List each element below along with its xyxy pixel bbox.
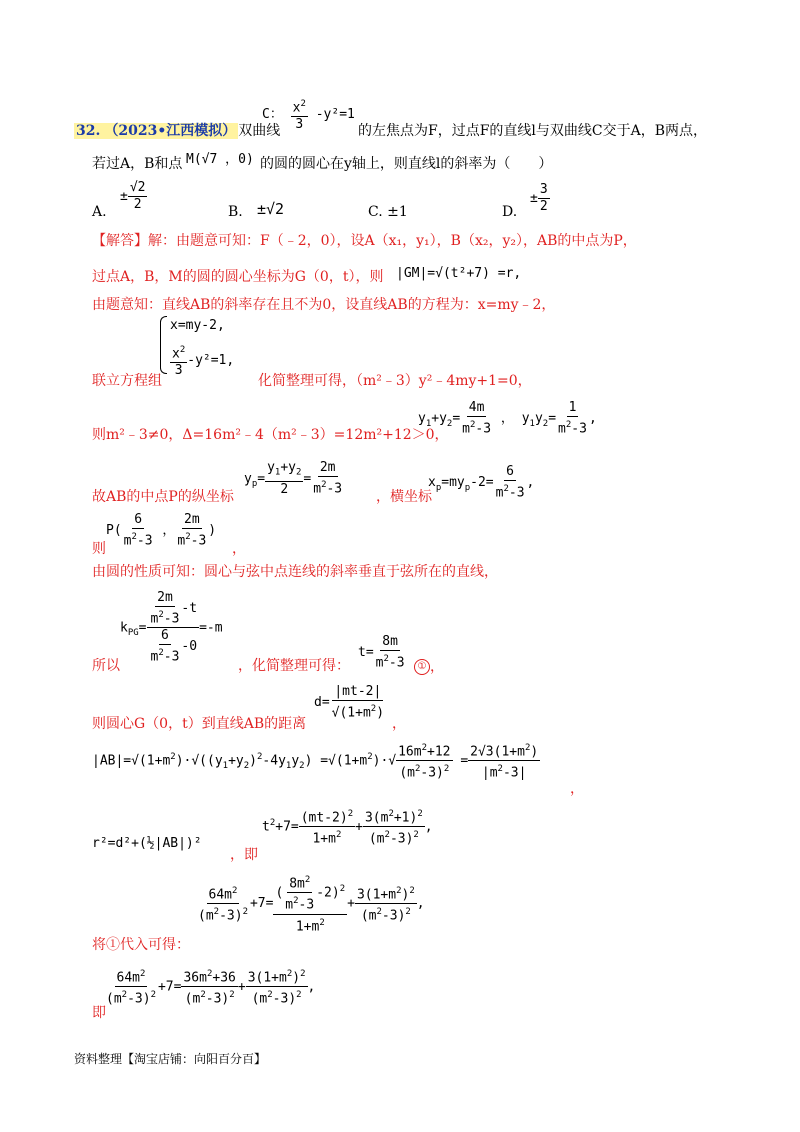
system-eq-1: x=my-2, bbox=[170, 318, 225, 333]
solution-line-8: 由圆的性质可知：圆心与弦中点连线的斜率垂直于弦所在的直线， bbox=[92, 564, 498, 580]
solution-line-14: 即 bbox=[92, 1005, 106, 1021]
solution-line-6: 故AB的中点P的纵坐标 bbox=[92, 489, 234, 505]
solution-line-10-comma: ， bbox=[392, 716, 406, 732]
solution-line-6b: ，横坐标 bbox=[376, 489, 432, 505]
option-d[interactable] bbox=[502, 203, 517, 221]
question-text-a: 双曲线 bbox=[238, 123, 281, 139]
option-d-value: ± $\frac{3}{2}$ bbox=[530, 182, 548, 214]
option-a-value: ± $\frac{√2}{2}$ bbox=[120, 180, 146, 212]
t-value: t= $\frac{8m}{m^2-3}$ bbox=[358, 634, 405, 671]
question-line-1 bbox=[74, 122, 280, 140]
curve-prefix: C： bbox=[262, 107, 283, 123]
final-eq: $\frac{64m^2}{(m^2-3)^2}$ +7= $\frac{36m^2+36}{(m^2-3)^2}$ + $\frac{3(1+m^2)^2}{(m^2-3)^2}$ , bbox=[104, 966, 315, 1008]
solution-line-10: 则圆心G（0，t）到直线AB的距离 bbox=[92, 716, 307, 732]
vieta-sum: $y_1+y_2=$ $\frac{4m}{m^2-3}$ ， $y_1y_2=$ $\frac{1}{m^2-3}$ , bbox=[418, 400, 597, 437]
question-number: 32. bbox=[76, 123, 101, 139]
page-footer: 资料整理【淘宝店铺：向阳百分百】 bbox=[74, 1052, 267, 1066]
solution-line-12b: ，即 bbox=[230, 847, 258, 863]
option-a-label: A. bbox=[92, 204, 107, 220]
point-m: M(√7 ，0) bbox=[186, 152, 254, 167]
option-b-value: ±√2 bbox=[257, 200, 285, 218]
solution-line-3: 由题意知：直线AB的斜率存在且不为0，设直线AB的方程为：x=my﹣2， bbox=[92, 297, 556, 313]
solution-line-13: 将①代入可得： bbox=[92, 937, 190, 953]
curve-fraction: $\frac{x^2}{3}$ bbox=[291, 96, 308, 133]
option-c[interactable] bbox=[368, 203, 408, 221]
system-eq-2: $\frac{x^2}{3}$ -y²=1, bbox=[170, 342, 234, 379]
solution-line-2-eq: |GM|=√(t²+7) =r, bbox=[396, 266, 522, 281]
option-c-label: C. bbox=[368, 204, 383, 220]
slope-pg: $k_{PG}=$ $\frac{2m}{m^2-3}$ -t $\frac{6}{m^2-3}$ -0 =-m bbox=[120, 590, 223, 665]
midpoint-p: P( $\frac{6}{m^2-3}$ ， $\frac{2m}{m^2-3}$ ) bbox=[106, 512, 217, 549]
option-c-value: ±1 bbox=[387, 204, 408, 220]
substitution-eq: $\frac{64m^2}{(m^2-3)^2}$ +7= ( $\frac{8m^2}{m^2-3}$ -2)$^2$ $1+m^2$ + $\frac{3(1+m^2)^2}{(m^2-3)^2}$ , bbox=[196, 872, 425, 935]
question-text-c: 若过A，B和点 bbox=[92, 156, 183, 172]
distance-d: d= $\frac{|mt-2|}{√(1+m^2)}$ bbox=[314, 684, 385, 721]
solution-line-9: 所以 bbox=[92, 658, 120, 674]
question-line-2 bbox=[92, 155, 182, 173]
question-text-d: 的圆的圆心在y轴上，则直线l的斜率为（ ） bbox=[260, 156, 553, 172]
question-text-b: 的左焦点为F，过点F的直线l与双曲线C交于A，B两点， bbox=[358, 123, 708, 139]
chord-length: $|AB|=√(1+m^2)\cdot√((y_1+y_2)^2-4y_1y_2) =√(1+m^2)\cdot√$ $\frac{16m^2+12}{(m^2-3)^2}$ = $\frac{2√3(1+m^2)}{|m^2-3|}$ bbox=[92, 740, 540, 782]
question-line-1b bbox=[358, 122, 707, 140]
solution-line-5: 则m²﹣3≠0，Δ=16m²﹣4（m²﹣3）=12m²+12＞0， bbox=[92, 427, 449, 443]
question-line-2b bbox=[260, 155, 552, 173]
radius-expanded: $t^2+7=$ $\frac{(mt-2)^2}{1+m^2}$ + $\frac{3(m^2+1)^2}{(m^2-3)^2}$ , bbox=[262, 806, 433, 848]
option-d-label: D. bbox=[502, 204, 518, 220]
system-brace bbox=[160, 316, 167, 374]
solution-line-4b: 化简整理可得，（m²﹣3）y²﹣4my+1=0， bbox=[258, 373, 532, 389]
option-b[interactable] bbox=[228, 203, 243, 221]
curve-suffix: -y²=1 bbox=[315, 107, 355, 123]
radius-relation: r²=d²+(½|AB|)² bbox=[92, 836, 202, 851]
solution-line-7: 则 bbox=[92, 541, 106, 557]
solution-line-11-comma: ， bbox=[570, 781, 584, 797]
circled-one-marker: ① ， bbox=[414, 656, 444, 676]
midpoint-x: $x_p=my_p-2=$ $\frac{6}{m^2-3}$ , bbox=[428, 464, 535, 501]
option-a[interactable] bbox=[92, 203, 107, 221]
solution-line-4a: 联立方程组 bbox=[92, 373, 162, 389]
solution-line-7-comma: ， bbox=[232, 541, 246, 557]
solution-line-9b: ，化简整理可得： bbox=[238, 658, 350, 674]
midpoint-y: $y_p=$ $\frac{y_1+y_2}{2}$ = $\frac{2m}{m^2-3}$ bbox=[244, 460, 343, 497]
solution-line-2: 过点A，B，M的圆的圆心坐标为G（0，t），则 bbox=[92, 269, 384, 285]
solution-line-1: 【解答】解：由题意可知：F（﹣2，0），设A（x₁，y₁），B（x₂，y₂），AB的中点为P， bbox=[92, 233, 637, 249]
option-b-label: B. bbox=[228, 204, 243, 220]
question-source: （2023•江西模拟） bbox=[104, 123, 237, 139]
